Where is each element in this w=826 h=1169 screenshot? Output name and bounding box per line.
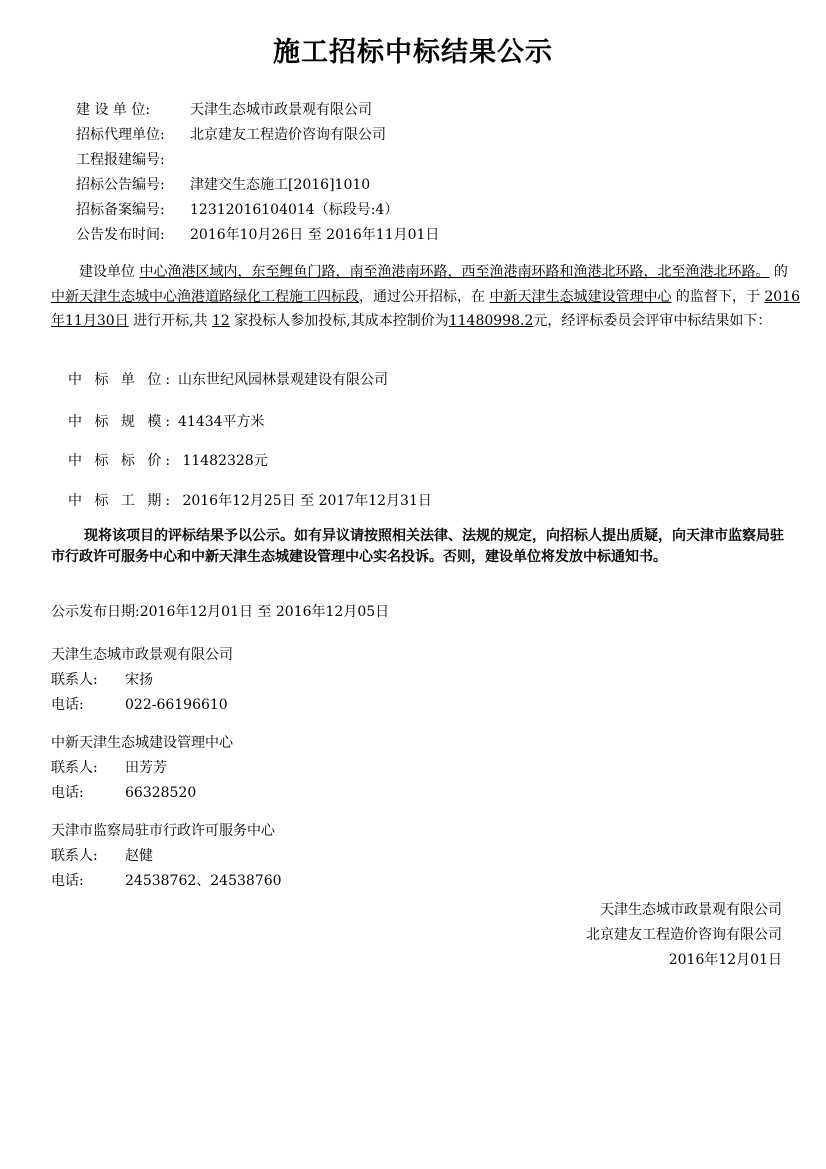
control-price: 11480998.2 [448, 313, 534, 329]
signature-date: 2016年12月01日 [668, 952, 782, 968]
contact-person-row [51, 845, 153, 865]
signature-org-1: 天津生态城市政景观有限公司 [600, 902, 782, 918]
info-value: 12312016104014（标段号:4） [190, 202, 399, 218]
contact-phone: 24538762、24538760 [125, 873, 282, 889]
contact-phone-label: 电话: [51, 873, 84, 889]
award-value: 41434平方米 [178, 414, 265, 430]
contact-person-label: 联系人: [51, 672, 98, 688]
contact-phone: 022-66196610 [125, 697, 228, 713]
info-row-announcement-no [76, 174, 370, 194]
supervisor-name: 中新天津生态城建设管理中心 [489, 288, 672, 305]
info-label: 工程报建编号: [76, 152, 165, 168]
contact-person: 宋扬 [125, 672, 153, 688]
paragraph-text: 的 [773, 264, 788, 280]
bidder-count: 12 [212, 313, 230, 329]
award-label: 中 标 工 期: [68, 493, 175, 509]
info-value: 津建交生态施工[2016]1010 [190, 177, 371, 193]
award-label: 中 标 标 价: [68, 453, 175, 469]
objection-notice: 现将该项目的评标结果予以公示。如有异议请按照相关法律、法规的规定，向招标人提出质疑，向天津市监察局驻市行政许可服务中心和中新天津生态城建设管理中心实名投诉。否则，建设单位将发放中标通知书。 [51, 528, 784, 565]
info-label: 招标公告编号: [76, 177, 165, 193]
award-row-winner [68, 369, 388, 389]
info-value: 天津生态城市政景观有限公司 [190, 102, 372, 118]
info-label: 招标代理单位: [76, 127, 165, 143]
main-paragraph [51, 260, 803, 334]
paragraph-text: 进行开标,共 [133, 313, 208, 329]
info-label: 建 设 单 位: [76, 102, 151, 118]
contact-person-row [51, 669, 153, 689]
award-value: 2016年12月25日 至 2017年12月31日 [178, 493, 432, 509]
contact-phone: 66328520 [125, 785, 197, 801]
award-row-price [68, 450, 268, 470]
paragraph-text: 元，经评标委员会评审中标结果如下： [533, 313, 772, 329]
project-name: 中新天津生态城中心渔港道路绿化工程施工四标段 [51, 288, 359, 305]
info-row-publish-period [76, 224, 439, 244]
contact-org: 天津市监察局驻市行政许可服务中心 [51, 823, 275, 839]
publish-date: 公示发布日期:2016年12月01日 至 2016年12月05日 [51, 604, 390, 620]
contact-phone-label: 电话: [51, 697, 84, 713]
award-label: 中 标 单 位: [68, 372, 175, 388]
contact-person: 赵健 [125, 848, 153, 864]
award-value: 11482328元 [178, 453, 268, 469]
contact-person-row [51, 757, 167, 777]
contact-org: 中新天津生态城建设管理中心 [51, 735, 233, 751]
info-row-builder [76, 99, 372, 119]
info-value: 2016年10月26日 至 2016年11月01日 [190, 227, 440, 243]
project-location: 中心渔港区域内，东至鲤鱼门路，南至渔港南环路，西至渔港南环路和渔港北环路，北至渔港北环路。 [139, 264, 770, 280]
info-value: 北京建友工程造价咨询有限公司 [190, 127, 386, 143]
award-row-period [68, 490, 432, 510]
opening-date: 2016年11月30日 [51, 288, 800, 329]
paragraph-text: ，通过公开招标，在 [359, 288, 485, 305]
contact-person-label: 联系人: [51, 848, 98, 864]
contact-phone-row [51, 782, 196, 802]
award-row-scale [68, 411, 265, 431]
award-label: 中 标 规 模: [68, 414, 175, 430]
signature-org-2: 北京建友工程造价咨询有限公司 [586, 927, 782, 943]
info-row-registration-no [76, 149, 190, 169]
contact-phone-label: 电话: [51, 785, 84, 801]
contact-phone-row [51, 870, 282, 890]
contact-org: 天津生态城市政景观有限公司 [51, 647, 233, 663]
award-value: 山东世纪风园林景观建设有限公司 [178, 372, 388, 388]
info-label: 公告发布时间: [76, 227, 165, 243]
info-label: 招标备案编号: [76, 202, 165, 218]
paragraph-text: 的监督下，于 [675, 288, 760, 305]
contact-person-label: 联系人: [51, 760, 98, 776]
contact-person: 田芳芳 [125, 760, 167, 776]
page-title: 施工招标中标结果公示 [273, 37, 553, 68]
paragraph-text: 家投标人参加投标,其成本控制价为 [234, 313, 449, 329]
contact-phone-row [51, 694, 228, 714]
info-row-agent [76, 124, 386, 144]
paragraph-text: 建设单位 [79, 264, 135, 280]
info-row-filing-no [76, 199, 398, 219]
